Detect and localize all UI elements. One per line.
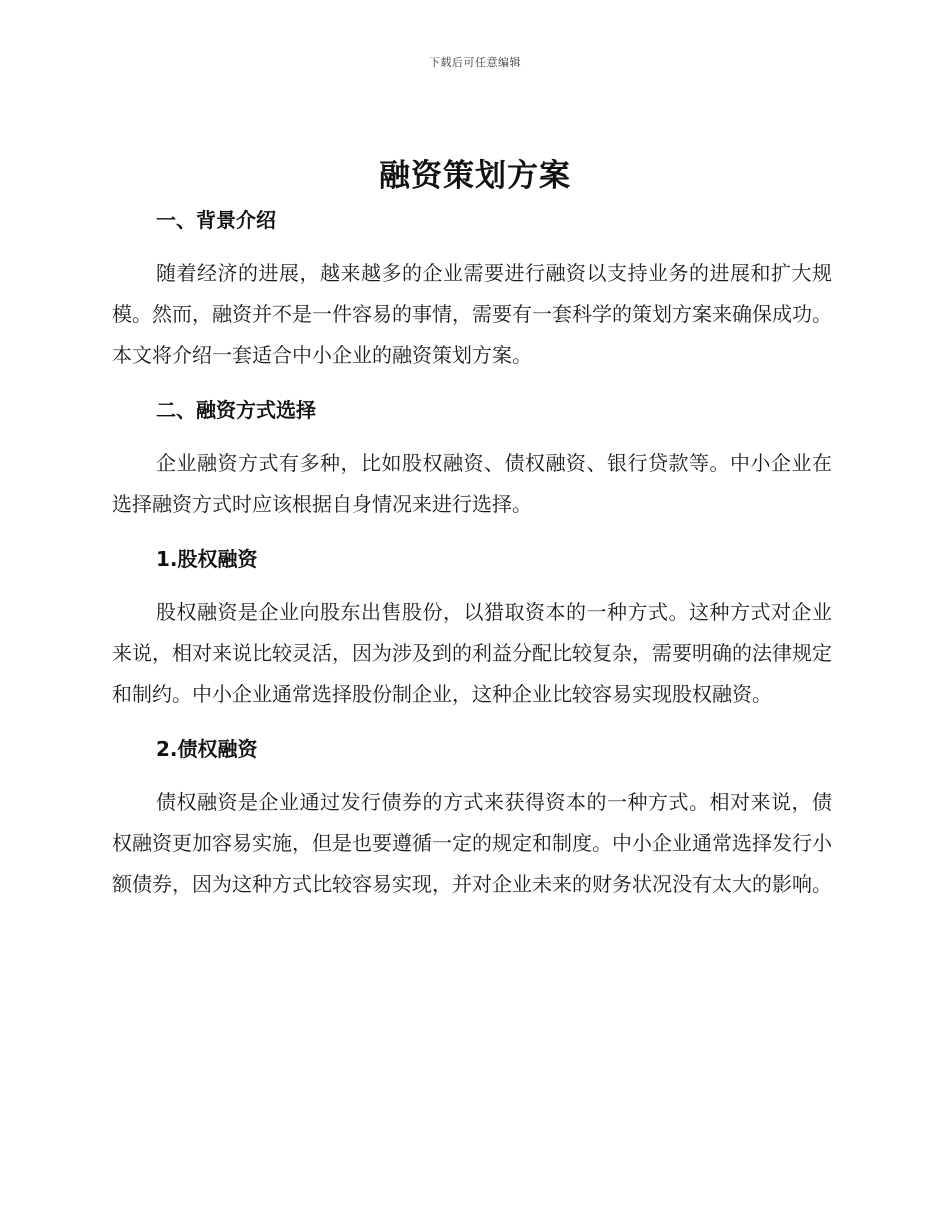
section-paragraph-method: 企业融资方式有多种，比如股权融资、债权融资、银行贷款等。中小企业在选择融资方式时应该根据自身情况来进行选择。 [112,451,832,516]
subsection-paragraph-debt: 债权融资是企业通过发行债券的方式来获得资本的一种方式。相对来说，债权融资更加容易实施，但是也要遵循一定的规定和制度。中小企业通常选择发行小额债券，因为这种方式比较容易实现，并对企业未来的财务状况没有太大的影响。 [112,790,832,896]
subsection-heading-equity: 1.股权融资 [156,547,258,571]
section-heading-background: 一、背景介绍 [156,208,276,232]
section-paragraph-background: 随着经济的进展，越来越多的企业需要进行融资以支持业务的进展和扩大规模。然而，融资并不是一件容易的事情，需要有一套科学的策划方案来确保成功。本文将介绍一套适合中小企业的融资策划方案。 [112,261,832,367]
document-title: 融资策划方案 [379,158,571,194]
document-body [112,200,832,905]
subsection-paragraph-equity: 股权融资是企业向股东出售股份，以猎取资本的一种方式。这种方式对企业来说，相对来说比较灵活，因为涉及到的利益分配比较复杂，需要明确的法律规定和制约。中小企业通常选择股份制企业，这种企业比较容易实现股权融资。 [112,600,832,706]
section-heading-method: 二、融资方式选择 [156,398,316,422]
subsection-heading-debt: 2.债权融资 [156,737,258,761]
header-note: 下载后可任意编辑 [429,56,521,69]
